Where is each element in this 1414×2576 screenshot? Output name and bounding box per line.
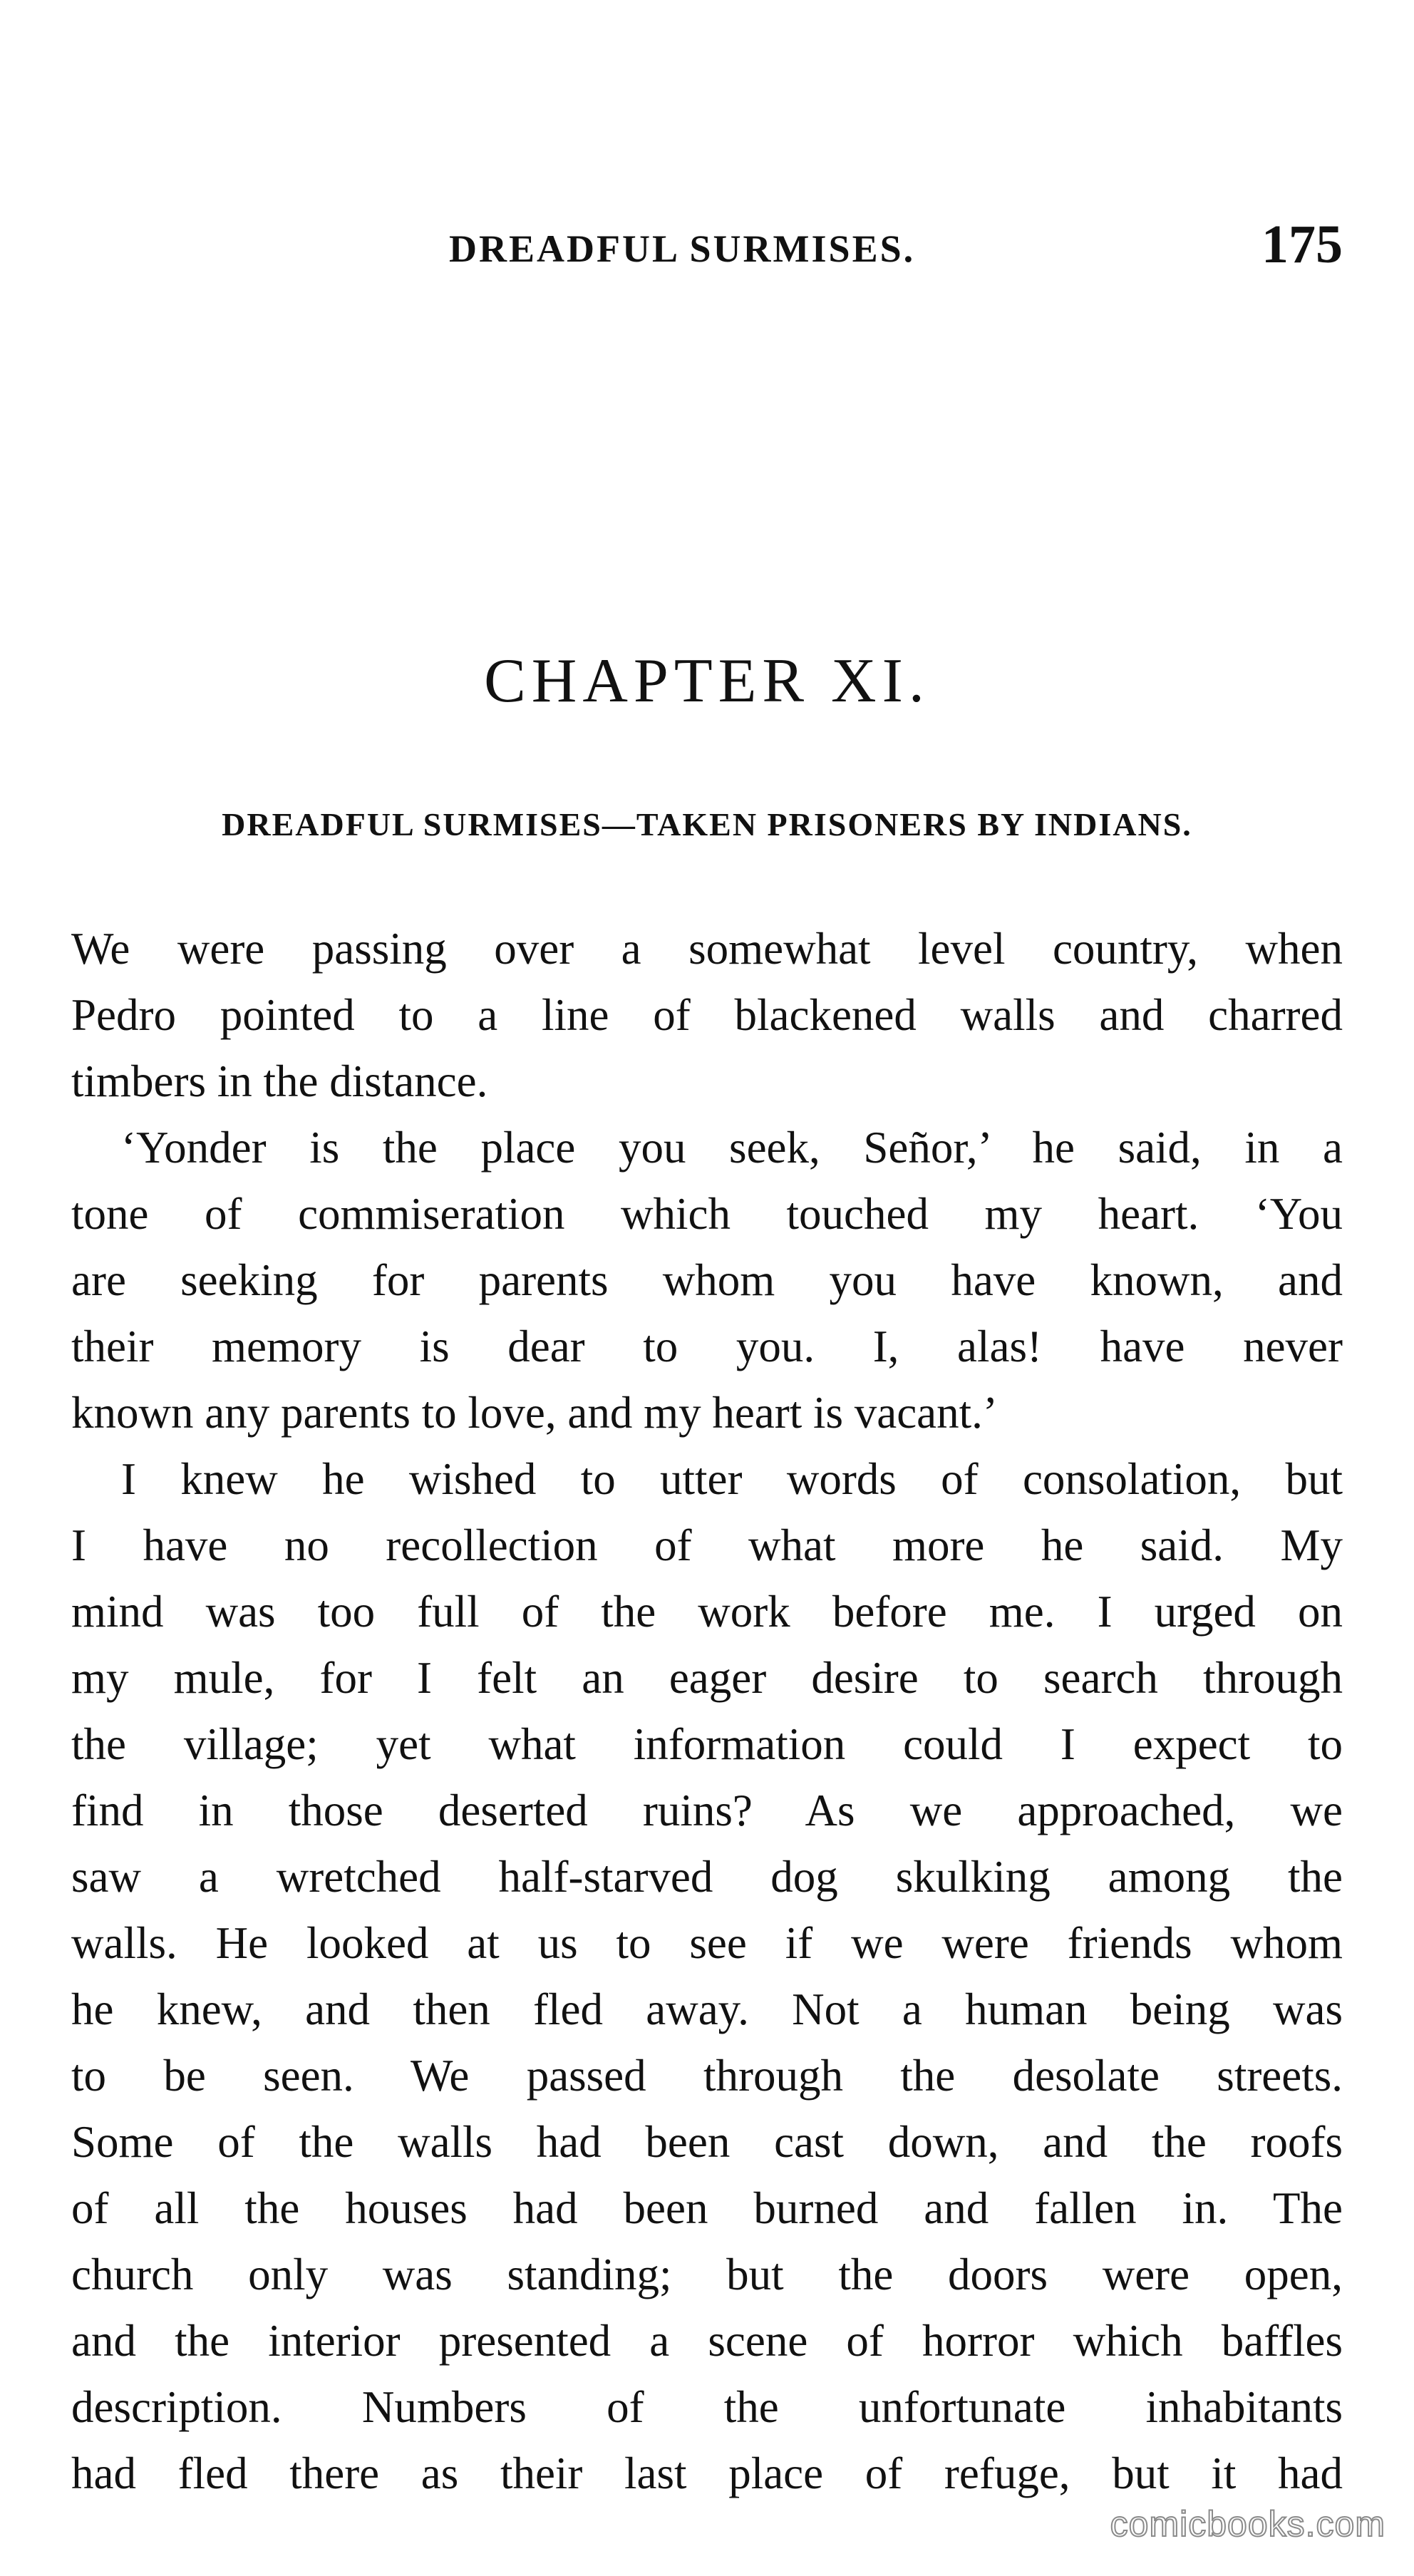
running-title: DREADFUL SURMISES. <box>449 227 916 270</box>
text-line: saw a wretched half-starved dog skulking among the <box>71 1852 1343 1902</box>
text-line: to be seen. We passed through the desolate streets. <box>71 2051 1343 2101</box>
text-line: he knew, and then fled away. Not a human being was <box>71 1984 1343 2034</box>
chapter-title: CHAPTER XI. <box>484 646 930 716</box>
text-line: had fled there as their last place of refuge, but it had <box>71 2448 1343 2498</box>
text-line: I knew he wished to utter words of consolation, but <box>121 1454 1343 1504</box>
text-line: Pedro pointed to a line of blackened walls and charred <box>71 990 1343 1040</box>
text-line: ‘Yonder is the place you seek, Señor,’ he said, in a <box>121 1123 1343 1173</box>
text-line: mind was too full of the work before me. I urged on <box>71 1587 1343 1637</box>
chapter-subtitle: DREADFUL SURMISES—TAKEN PRISONERS BY INDIANS. <box>222 806 1192 843</box>
text-line: their memory is dear to you. I, alas! have never <box>71 1322 1343 1371</box>
text-line: known any parents to love, and my heart is vacant.’ <box>71 1388 998 1438</box>
running-head <box>71 214 1343 278</box>
text-line: I have no recollection of what more he said. My <box>71 1520 1343 1570</box>
text-line: and the interior presented a scene of horror which baffles <box>71 2316 1343 2366</box>
text-line: of all the houses had been burned and fallen in. The <box>71 2183 1343 2233</box>
text-line: walls. He looked at us to see if we were friends whom <box>71 1918 1343 1968</box>
text-line: tone of commiseration which touched my heart. ‘You <box>71 1189 1343 1239</box>
body-text <box>71 916 1343 2507</box>
page-number: 175 <box>1261 215 1343 274</box>
text-line: description. Numbers of the unfortunate inhabitants <box>71 2382 1343 2432</box>
text-line: We were passing over a somewhat level country, when <box>71 924 1343 974</box>
text-line: Some of the walls had been cast down, and the roofs <box>71 2117 1343 2167</box>
text-line: church only was standing; but the doors were open, <box>71 2250 1343 2299</box>
text-line: are seeking for parents whom you have known, and <box>71 1255 1343 1305</box>
text-line: my mule, for I felt an eager desire to search through <box>71 1653 1343 1703</box>
text-line: the village; yet what information could I expect to <box>71 1719 1343 1769</box>
text-line: timbers in the distance. <box>71 1056 488 1106</box>
text-line: find in those deserted ruins? As we approached, we <box>71 1786 1343 1835</box>
watermark: comicbooks.com <box>1110 2504 1385 2544</box>
